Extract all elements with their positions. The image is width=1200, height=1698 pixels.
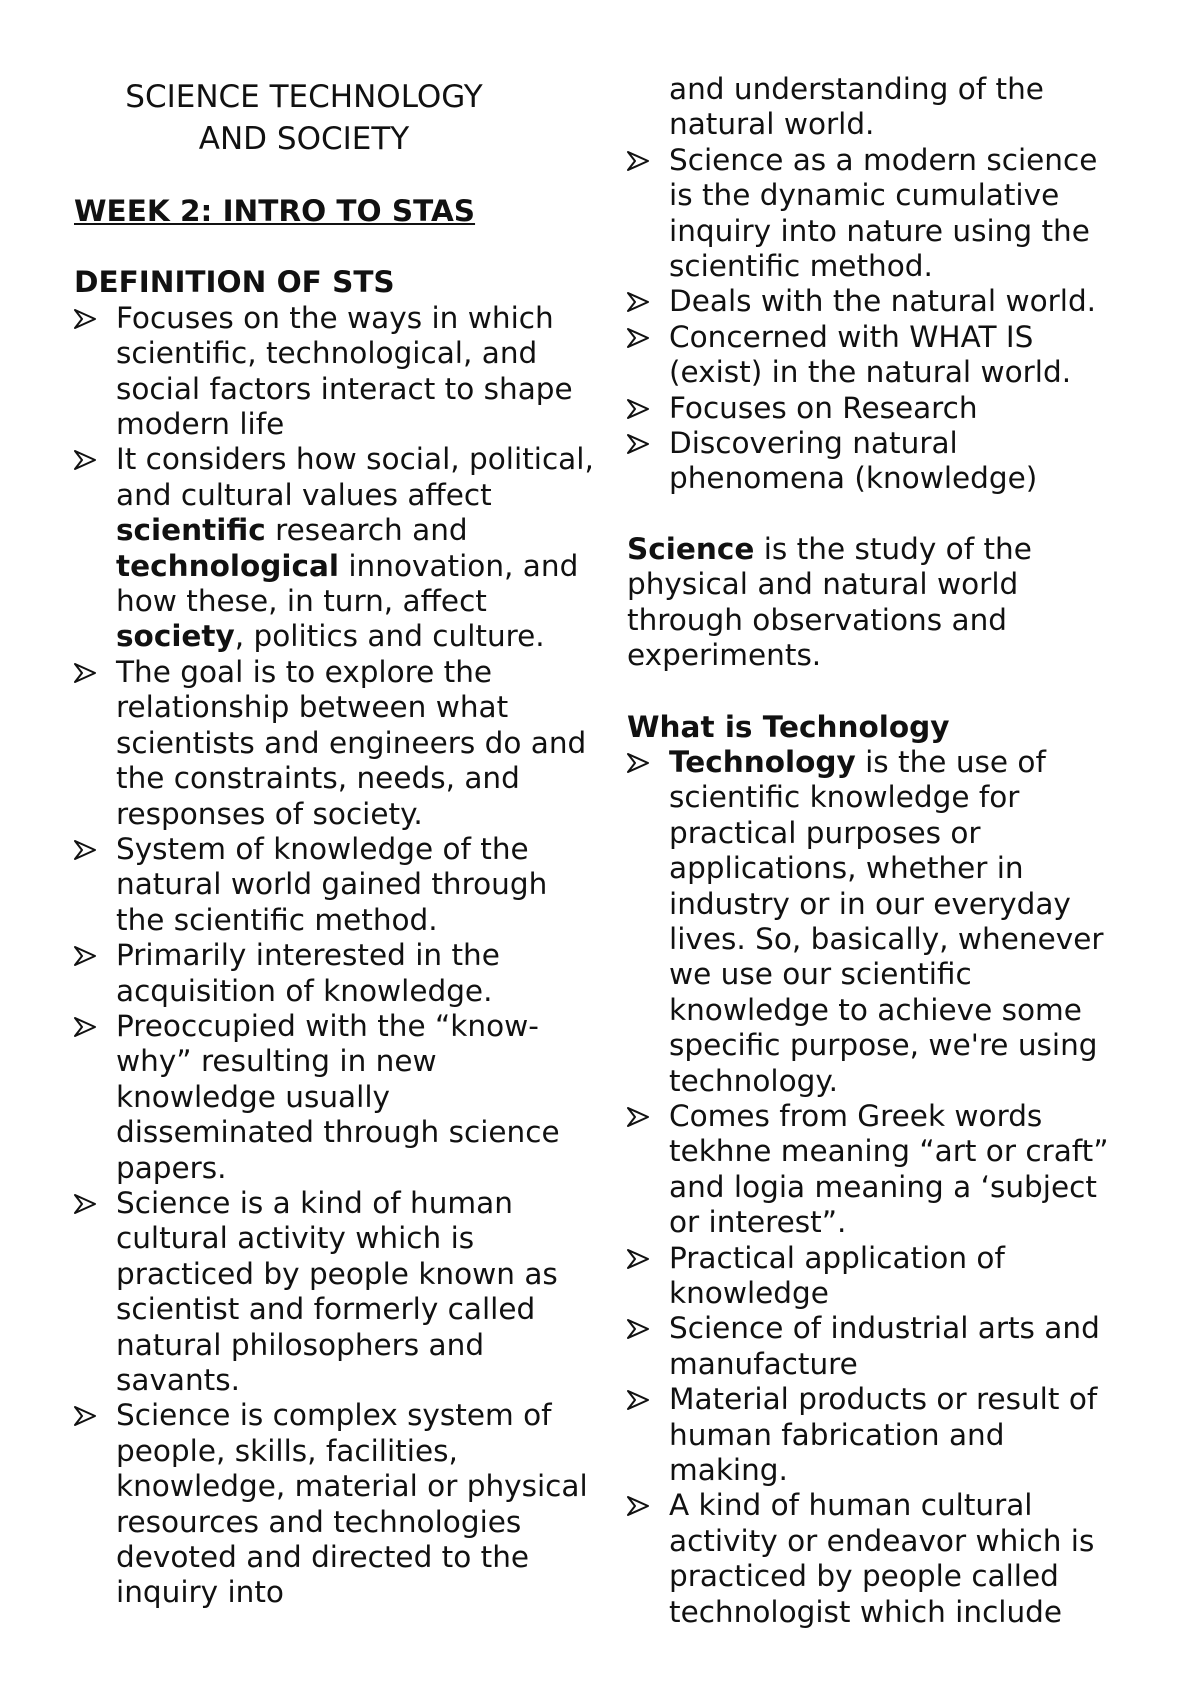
list-item [627, 391, 1127, 426]
bullet-text: Primarily interested in the acquisition of knowledge. [116, 938, 500, 1008]
arrow-bullet-icon [627, 1099, 657, 1127]
arrow-bullet-icon [74, 1398, 104, 1426]
arrow-bullet-icon [74, 938, 104, 966]
science-definition [627, 532, 1127, 674]
bullet-text: Material products or result of human fabrication and making. [669, 1382, 1098, 1488]
bullet-text: Preoccupied with the “know-why” resulting in new knowledge usually disseminated through science papers. [116, 1008, 560, 1185]
science-list [627, 143, 1127, 497]
bullet-text: A kind of human cultural activity or endeavor which is practiced by people called technologist which include [669, 1488, 1095, 1629]
technology-heading: What is Technology [627, 709, 950, 744]
bullet-text: Science is a kind of human cultural activity which is practiced by people known as scientist and formerly called natural philosophers and savants. [116, 1185, 558, 1397]
definition-heading: DEFINITION OF STS [74, 265, 395, 300]
text-run: is the study of the physical and natural world through observations and experiments. [627, 531, 1032, 673]
arrow-bullet-icon [627, 143, 657, 171]
text-run: is the use of scientific knowledge for practical purposes or applications, whether in industry or in our everyday lives. So, basically, whenever we use our scientific knowledge to achieve some specific purpose, we're using technology. [669, 744, 1104, 1098]
arrow-bullet-icon [74, 655, 104, 683]
bullet-text: Comes from Greek words tekhne meaning “art or craft” and logia meaning a ‘subject or interest”. [669, 1098, 1109, 1240]
arrow-bullet-icon [74, 832, 104, 860]
list-item [627, 284, 1127, 319]
arrow-bullet-icon [74, 1009, 104, 1037]
arrow-bullet-icon [74, 301, 104, 329]
bold-term: technological [116, 548, 339, 583]
arrow-bullet-icon [627, 1311, 657, 1339]
list-item [627, 1382, 1127, 1488]
bullet-text: Science of industrial arts and manufacture [669, 1311, 1100, 1381]
bullet-text [669, 745, 1103, 1098]
text-run: It considers how social, political, and cultural values affect [116, 442, 594, 512]
bullet-text: System of knowledge of the natural world gained through the scientific method. [116, 831, 548, 937]
arrow-bullet-icon [627, 1382, 657, 1410]
bullet-text: The goal is to explore the relationship between what scientists and engineers do and the constraints, needs, and responses of society. [116, 654, 587, 831]
arrow-bullet-icon [627, 1241, 657, 1269]
bullet-text: Science as a modern science is the dynamic cumulative inquiry into nature using the scientific method. [669, 142, 1098, 284]
bullet-text: Practical application of knowledge [669, 1240, 1005, 1310]
title-line-2: AND SOCIETY [198, 121, 410, 157]
list-item [74, 301, 594, 443]
list-item [74, 1398, 594, 1610]
list-item [627, 1241, 1127, 1312]
arrow-bullet-icon [74, 442, 104, 470]
arrow-bullet-icon [74, 1186, 104, 1214]
bullet-text: Focuses on the ways in which scientific, technological, and social factors interact to shape modern life [116, 300, 573, 442]
bold-term: scientific [116, 513, 266, 548]
list-item [627, 1099, 1127, 1241]
bullet-text: Deals with the natural world. [669, 284, 1097, 319]
arrow-bullet-icon [627, 745, 657, 773]
bullet-text: Science is complex system of people, skills, facilities, knowledge, material or physical resources and technologies devoted and directed to the inquiry into [116, 1398, 588, 1610]
list-item [74, 832, 594, 938]
list-item [74, 442, 594, 654]
arrow-bullet-icon [627, 426, 657, 454]
list-item [74, 1186, 594, 1398]
bold-term: Science [627, 531, 755, 566]
document-title [74, 76, 534, 160]
bullet-text: Concerned with WHAT IS (exist) in the natural world. [669, 319, 1072, 390]
arrow-bullet-icon [627, 1488, 657, 1516]
bold-term: society [116, 619, 235, 654]
list-item [627, 1488, 1127, 1630]
list-item [627, 320, 1127, 391]
bullet-text [116, 442, 594, 653]
right-column [627, 0, 1127, 1630]
technology-list [627, 745, 1127, 1630]
title-line-1: SCIENCE TECHNOLOGY [125, 79, 483, 115]
definition-list [74, 301, 594, 1611]
text-run: innovation, and how these, in turn, affect [116, 548, 579, 619]
bullet-text: Focuses on Research [669, 390, 978, 425]
continued-text: and understanding of the natural world. [669, 72, 1044, 142]
list-item [74, 1009, 594, 1186]
arrow-bullet-icon [627, 284, 657, 312]
arrow-bullet-icon [627, 391, 657, 419]
left-column [74, 0, 594, 1611]
list-item [74, 938, 594, 1009]
list-item [627, 745, 1127, 1099]
text-run: , politics and culture. [234, 619, 545, 654]
list-item [627, 1311, 1127, 1382]
bold-term: Technology [669, 744, 856, 779]
bullet-text: Discovering natural phenomena (knowledge) [669, 426, 1038, 496]
list-item [74, 655, 594, 832]
arrow-bullet-icon [627, 320, 657, 348]
text-run: research and [265, 513, 468, 548]
list-item [627, 426, 1127, 497]
week-heading: WEEK 2: INTRO TO STAS [74, 194, 476, 228]
list-item [627, 143, 1127, 285]
